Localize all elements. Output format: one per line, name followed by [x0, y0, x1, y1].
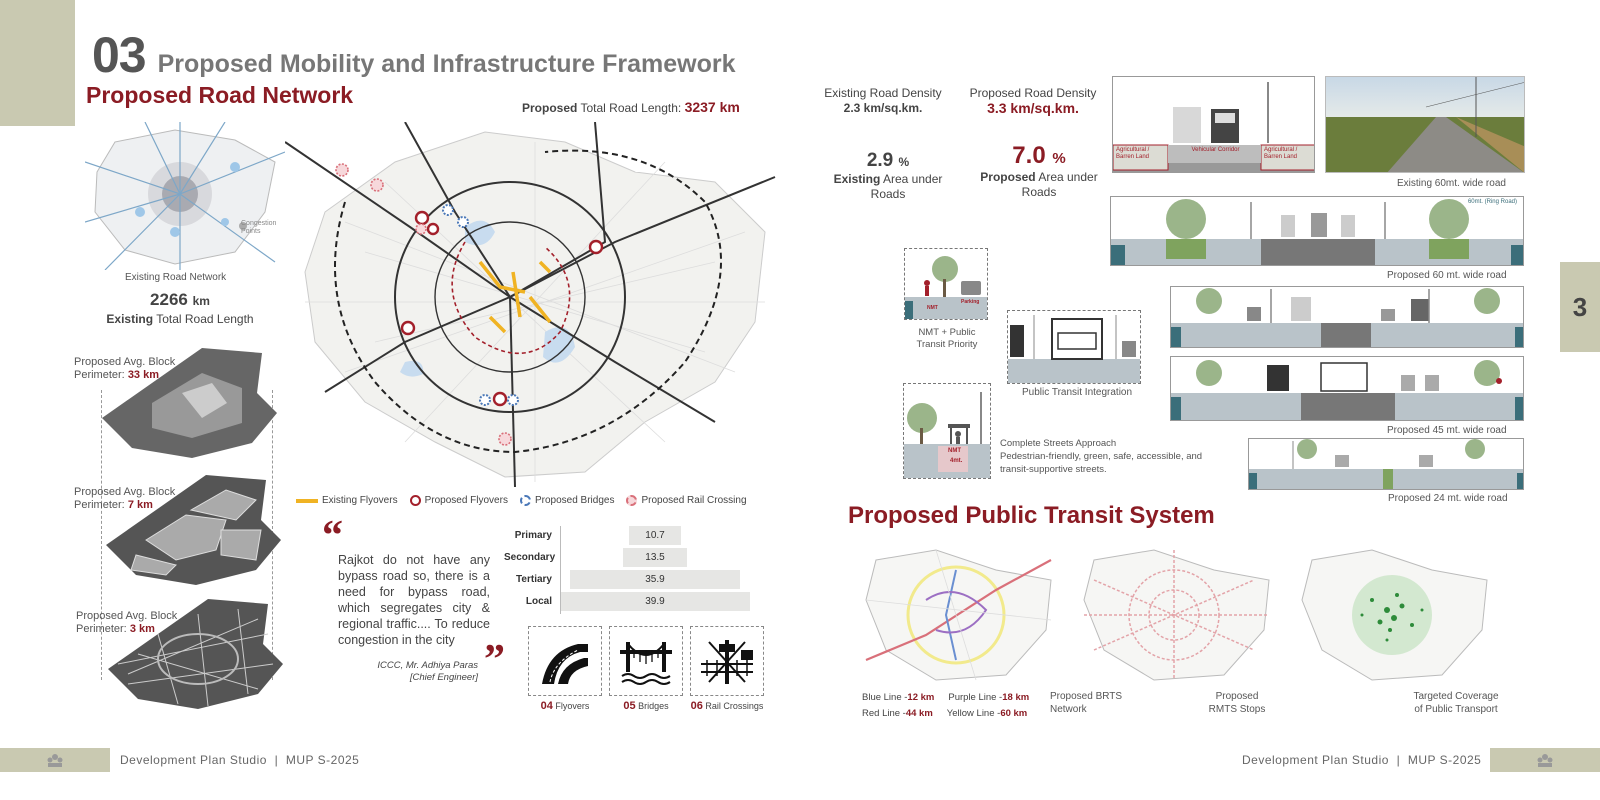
- section-24mt-caption: Proposed 24 mt. wide road: [1388, 493, 1508, 504]
- quote-author: ICCC, Mr. Adhiya Paras [Chief Engineer]: [377, 660, 478, 683]
- proposed-density: Proposed Road Density 3.3 km/sq.km.: [969, 86, 1097, 116]
- existing-road-section: Agricultural / Barren Land Vehicular Corridor Agricultural / Barren Land: [1112, 76, 1315, 173]
- existing-map-label: Existing Road Network: [125, 272, 227, 283]
- section-60mt-caption: Proposed 60 mt. wide road: [1387, 270, 1507, 281]
- road-network-heading: Proposed Road Network: [86, 82, 354, 108]
- close-quote-icon: ”: [484, 637, 505, 683]
- legend-proposed-rail-crossing: Proposed Rail Crossing: [626, 495, 746, 506]
- section-45mt-a: [1170, 286, 1524, 348]
- bridge-item: 05 Bridges: [609, 626, 683, 712]
- bar-label: Local: [525, 596, 552, 607]
- existing-road-photo: [1325, 76, 1525, 173]
- block-map-large: [92, 343, 282, 463]
- page-header: [92, 26, 736, 84]
- quote-text: Rajkot do not have any bypass road so, there is a need for bypass road, which segregates city & regional traffic.... To reduce congestion in the city: [338, 553, 490, 647]
- rmts-caption: Proposed RMTS Stops: [1208, 691, 1266, 715]
- page-tab: [1560, 262, 1600, 352]
- bar-label: Secondary: [504, 552, 556, 563]
- bridge-icon-box: [609, 626, 683, 696]
- legend-proposed-bridges: Proposed Bridges: [520, 495, 615, 506]
- existing-road-caption: Existing 60mt. wide road: [1397, 178, 1506, 189]
- block-map-small: [98, 594, 288, 714]
- bar-row: [504, 548, 764, 567]
- infrastructure-icons: [528, 626, 764, 712]
- nmt-section: [904, 248, 988, 320]
- open-quote-icon: “: [322, 513, 343, 559]
- bar: 13.5: [623, 548, 687, 567]
- rail-crossing-icon-box: [690, 626, 764, 696]
- block-perimeter-label-1: Proposed Avg. Block Perimeter: 33 km: [74, 356, 176, 381]
- legend-proposed-flyovers: Proposed Flyovers: [410, 495, 508, 506]
- existing-area: 2.9 % Existing Area under Roads: [833, 150, 943, 201]
- proposed-area: 7.0 % Proposed Area under Roads: [980, 142, 1098, 199]
- coverage-caption: Targeted Coverage of Public Transport: [1413, 691, 1499, 715]
- blue-line-label: Blue Line -12 km: [862, 692, 935, 703]
- block-perimeter-label-3: Proposed Avg. Block Perimeter: 3 km: [76, 610, 178, 635]
- existing-length-stat: 2266 km Existing Total Road Length: [106, 290, 254, 326]
- existing-road-network-map: [85, 122, 285, 270]
- flyover-line-icon: [296, 499, 318, 503]
- purple-line-label: Purple Line -18 km: [948, 692, 1030, 703]
- complete-streets-text: Complete Streets Approach Pedestrian-friendly, green, safe, accessible, and transit-supportive streets.: [1000, 438, 1203, 475]
- legend-existing-flyovers: Existing Flyovers: [296, 495, 398, 506]
- transit-lines-map: [856, 540, 1066, 690]
- section-60mt: 60mt. (Ring Road): [1110, 196, 1524, 266]
- congestion-points-label: Congestion Points: [241, 220, 277, 235]
- bar-row: [504, 526, 764, 545]
- public-transit-section: [1007, 310, 1141, 384]
- red-line-label: Red Line -44 km: [862, 708, 933, 719]
- svg-text:NMT: NMT: [927, 305, 938, 311]
- nmt-caption: NMT + Public Transit Priority: [916, 327, 978, 350]
- section-45mt-b: [1170, 356, 1524, 421]
- bar-row: [504, 570, 764, 589]
- bar: 39.9: [560, 592, 750, 611]
- transit-coverage-map: [1292, 540, 1502, 690]
- rail-crossing-icon: [699, 636, 755, 686]
- bar-axis-line: [560, 526, 561, 614]
- transit-lines-legend: [862, 690, 1029, 722]
- complete-streets-section: NMT 4mt.: [903, 383, 991, 479]
- emblem-icon: [1536, 752, 1554, 768]
- svg-text:Parking: Parking: [961, 299, 980, 305]
- section-45mt-caption: Proposed 45 mt. wide road: [1387, 425, 1507, 436]
- road-hierarchy-bars: [504, 526, 764, 614]
- existing-density: Existing Road Density 2.3 km/sq.km.: [824, 86, 942, 115]
- page-title: Proposed Mobility and Infrastructure Framework: [157, 50, 736, 78]
- corner-block-top-left: [0, 0, 75, 126]
- emblem-icon: [46, 752, 64, 768]
- page-number: 3: [1572, 291, 1588, 322]
- proposed-road-network-map: [285, 122, 785, 487]
- yellow-line-label: Yellow Line -60 km: [946, 708, 1028, 719]
- footer-block-left: [0, 748, 110, 772]
- bars-container: [504, 526, 764, 611]
- block-perimeter-label-2: Proposed Avg. Block Perimeter: 7 km: [74, 486, 176, 511]
- footer-left-text: Development Plan Studio | MUP S-2025: [120, 753, 360, 767]
- footer-right-text: Development Plan Studio | MUP S-2025: [1242, 753, 1482, 767]
- bar: 35.9: [570, 570, 741, 589]
- bridge-icon: [618, 636, 674, 686]
- section-24mt: [1248, 438, 1524, 490]
- flyover-icon-box: [528, 626, 602, 696]
- public-transit-caption: Public Transit Integration: [1022, 387, 1133, 398]
- bar-label: Tertiary: [516, 574, 552, 585]
- transit-heading: Proposed Public Transit System: [848, 502, 1215, 529]
- flyover-circle-icon: [410, 495, 421, 506]
- total-road-length: Proposed Total Road Length: 3237 km: [522, 99, 740, 115]
- flyover-item: 04 Flyovers: [528, 626, 602, 712]
- flyover-icon: [538, 636, 592, 686]
- footer-block-right: [1490, 748, 1600, 772]
- bar-label: Primary: [514, 530, 552, 541]
- section-number: 03: [92, 27, 146, 83]
- block-map-medium: [96, 470, 286, 590]
- rail-crossing-item: 06 Rail Crossings: [690, 626, 764, 712]
- map-legend: [296, 495, 747, 506]
- rail-crossing-circle-icon: [626, 495, 637, 506]
- brts-caption: Proposed BRTS Network: [1050, 691, 1123, 715]
- bridge-circle-icon: [520, 495, 531, 506]
- brts-network-map: [1074, 540, 1284, 690]
- bar: 10.7: [629, 526, 681, 545]
- bar-row: [504, 592, 764, 611]
